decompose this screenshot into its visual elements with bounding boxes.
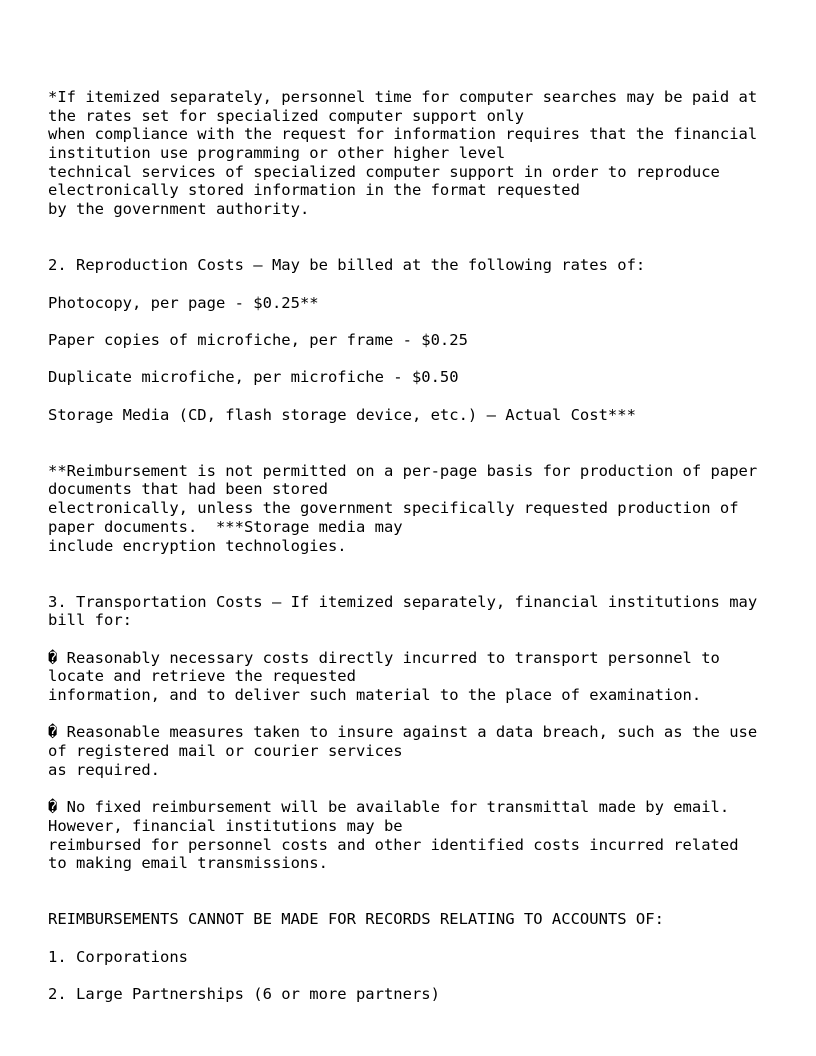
text-line: to making email transmissions.	[48, 854, 328, 873]
text-line: documents that had been stored	[48, 480, 328, 499]
text-line: information, and to deliver such material to the place of examination.	[48, 686, 702, 704]
blank-line	[48, 779, 788, 798]
text-line: of registered mail or courier services	[48, 742, 403, 761]
text-line: include encryption technologies.	[48, 536, 347, 555]
text-line-searches-rate: *If itemized separately, personnel time for computer searches may be paid at	[48, 88, 758, 106]
blank-line	[48, 387, 788, 406]
blank-line	[48, 424, 788, 443]
text-line: electronically stored information in the format requested	[48, 181, 580, 200]
blank-line	[48, 929, 788, 948]
section-heading-reproduction-costs: 2. Reproduction Costs – May be billed at the following rates of:	[48, 256, 646, 275]
blank-line	[48, 238, 788, 257]
blank-line	[48, 966, 788, 985]
blank-line	[48, 350, 788, 369]
section-heading-transportation-costs: 3. Transportation Costs – If itemized separately, financial institutions may	[48, 592, 758, 611]
blank-line	[48, 555, 788, 574]
rate-microfiche-paper-copies: Paper copies of microfiche, per frame - $0.25	[48, 330, 468, 349]
list-item-corporations: 1. Corporations	[48, 947, 188, 966]
text-line: as required.	[48, 760, 160, 779]
text-line: reimbursed for personnel costs and other identified costs incurred related	[48, 835, 739, 854]
blank-line	[48, 443, 788, 462]
text-line: However, financial institutions may be	[48, 816, 403, 835]
blank-line	[48, 574, 788, 593]
blank-line	[48, 630, 788, 649]
text-line: the rates set for specialized computer support only	[48, 106, 524, 125]
text-line: technical services of specialized computer support in order to reproduce	[48, 162, 720, 181]
bullet-item-email: � No fixed reimbursement will be available for transmittal made by email.	[48, 798, 730, 817]
text-line: institution use programming or other higher level	[48, 144, 506, 163]
blank-line	[48, 275, 788, 294]
bullet-item-data-breach: � Reasonable measures taken to insure against a data breach, such as the use	[48, 723, 758, 742]
rate-photocopy: Photocopy, per page - $0.25**	[48, 293, 319, 312]
blank-line	[48, 705, 788, 724]
blank-line	[48, 873, 788, 892]
text-line: locate and retrieve the requested	[48, 667, 356, 686]
blank-line	[48, 892, 788, 911]
bullet-item-transport-personnel: � Reasonably necessary costs directly incurred to transport personnel to	[48, 648, 720, 667]
section-heading-exclusions: REIMBURSEMENTS CANNOT BE MADE FOR RECORDS RELATING TO ACCOUNTS OF:	[48, 910, 664, 929]
blank-line	[48, 312, 788, 331]
text-line: by the government authority.	[48, 200, 310, 219]
rate-duplicate-microfiche: Duplicate microfiche, per microfiche - $0.50	[48, 368, 459, 387]
text-line: electronically, unless the government specifically requested production of	[48, 499, 739, 518]
text-line: when compliance with the request for information requires that the financial	[48, 125, 758, 144]
footnote-reimbursement: **Reimbursement is not permitted on a per-page basis for production of paper	[48, 461, 758, 480]
rate-storage-media: Storage Media (CD, flash storage device, etc.) – Actual Cost***	[48, 405, 636, 424]
blank-line	[48, 219, 788, 238]
text-line: paper documents. ***Storage media may	[48, 517, 403, 536]
text-line: bill for:	[48, 611, 132, 630]
list-item-large-partnerships: 2. Large Partnerships (6 or more partners)	[48, 985, 440, 1003]
document-page	[48, 88, 788, 1004]
